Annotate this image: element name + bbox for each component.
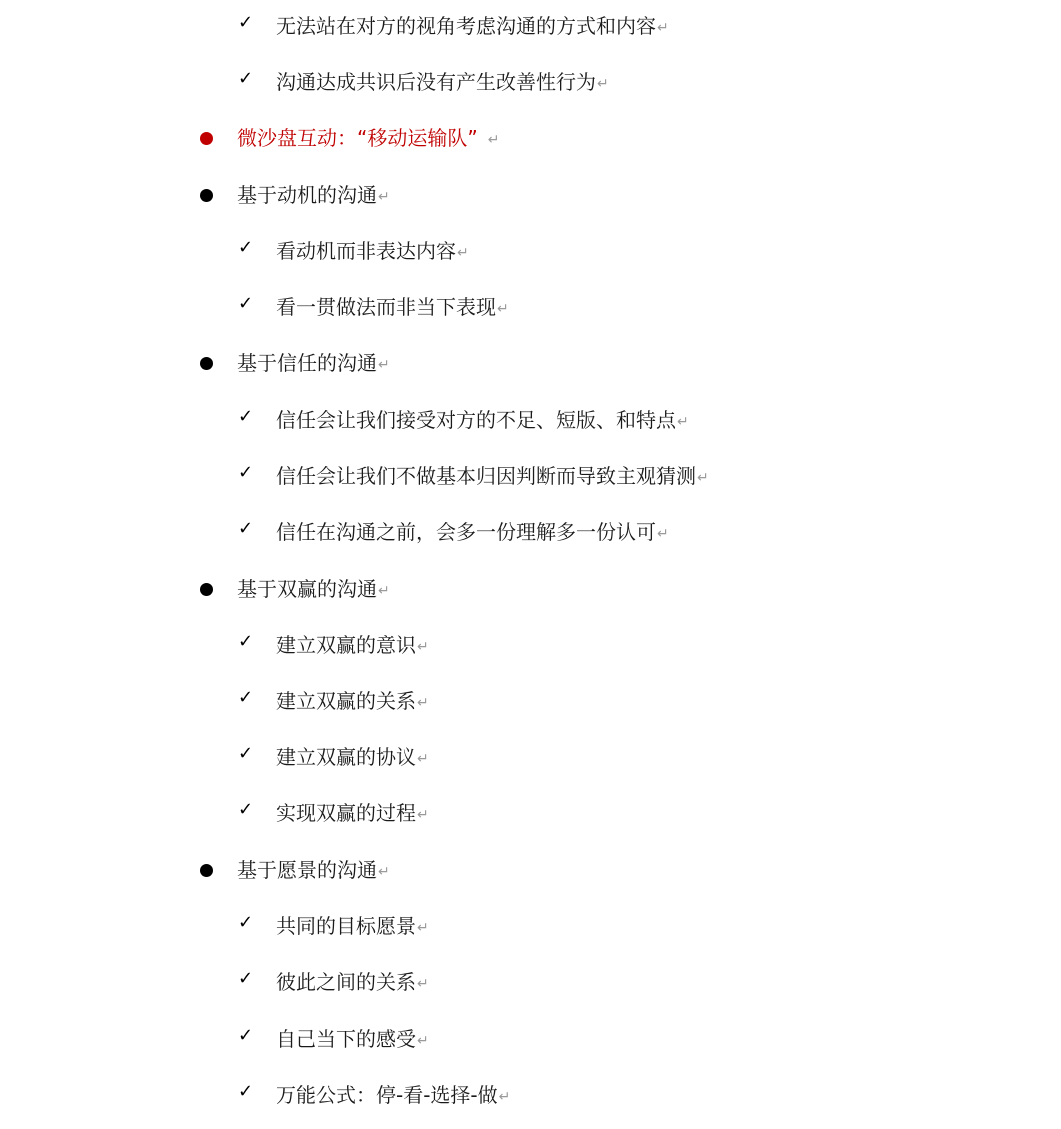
checkmark-icon: ✓ [238,237,254,258]
bullet-dot-icon [200,583,213,596]
list-item-text: 基于愿景的沟通 [237,858,377,882]
list-item-text: 基于信任的沟通 [237,351,377,375]
bullet-dot-icon [200,132,213,145]
checkmark-icon: ✓ [238,968,254,989]
list-item [200,122,499,154]
paragraph-mark-icon: ↵ [677,414,689,430]
checkmark-icon: ✓ [238,462,254,483]
list-item [238,629,429,661]
checkmark-icon: ✓ [238,687,254,708]
list-item-text: 信任会让我们接受对方的不足、短版、和特点 [276,408,676,432]
checkmark-icon: ✓ [238,799,254,820]
paragraph-mark-icon: ↵ [457,245,469,261]
list-item [238,235,469,267]
bullet-dot-icon [200,357,213,370]
list-item-text: 实现双赢的过程 [276,801,416,825]
list-item [238,741,429,773]
paragraph-mark-icon: ↵ [417,807,429,823]
paragraph-mark-icon: ↵ [487,132,500,148]
list-item-text: 看一贯做法而非当下表现 [276,295,496,319]
list-item [238,66,609,98]
checkmark-icon: ✓ [238,68,254,89]
list-item [238,1023,429,1055]
list-item-text: 共同的目标愿景 [276,914,416,938]
paragraph-mark-icon: ↵ [417,976,429,992]
checkmark-icon: ✓ [238,631,254,652]
list-item [200,573,390,605]
checkmark-icon: ✓ [238,743,254,764]
paragraph-mark-icon: ↵ [417,751,429,767]
list-item-text: 基于动机的沟通 [237,183,377,207]
list-item [238,460,709,492]
checkmark-icon: ✓ [238,912,254,933]
list-item [238,516,669,548]
checkmark-icon: ✓ [238,12,254,33]
list-item-text: 建立双赢的协议 [276,745,416,769]
list-item [238,966,429,998]
paragraph-mark-icon: ↵ [417,1033,429,1049]
list-item-text: 沟通达成共识后没有产生改善性行为 [276,70,596,94]
list-item-text: 万能公式：停-看-选择-做 [276,1083,498,1107]
list-item-text: 建立双赢的意识 [276,633,416,657]
bullet-dot-icon [200,189,213,202]
list-item [238,685,429,717]
paragraph-mark-icon: ↵ [597,76,609,92]
list-item [238,10,669,42]
paragraph-mark-icon: ↵ [417,639,429,655]
list-item-text: 基于双赢的沟通 [237,577,377,601]
paragraph-mark-icon: ↵ [697,470,709,486]
paragraph-mark-icon: ↵ [378,583,390,599]
list-item [238,1079,510,1111]
paragraph-mark-icon: ↵ [417,695,429,711]
paragraph-mark-icon: ↵ [657,20,669,36]
list-item [200,854,390,886]
list-item-text: 信任会让我们不做基本归因判断而导致主观猜测 [276,464,696,488]
paragraph-mark-icon: ↵ [378,357,390,373]
checkmark-icon: ✓ [238,293,254,314]
paragraph-mark-icon: ↵ [417,920,429,936]
bullet-dot-icon [200,864,213,877]
list-item-text: 看动机而非表达内容 [276,239,456,263]
list-item [238,291,509,323]
paragraph-mark-icon: ↵ [497,301,509,317]
checkmark-icon: ✓ [238,518,254,539]
paragraph-mark-icon: ↵ [378,189,390,205]
checkmark-icon: ✓ [238,1025,254,1046]
checkmark-icon: ✓ [238,406,254,427]
list-item-text: 建立双赢的关系 [276,689,416,713]
list-item-text: 彼此之间的关系 [276,970,416,994]
list-item-text: 信任在沟通之前，会多一份理解多一份认可 [276,520,656,544]
list-item [200,179,390,211]
list-item-text: 微沙盘互动：“移动运输队” [237,126,478,150]
list-item [238,797,429,829]
list-item [200,347,390,379]
list-item [238,910,429,942]
checkmark-icon: ✓ [238,1081,254,1102]
paragraph-mark-icon: ↵ [498,1089,511,1105]
list-item [238,404,689,436]
list-item-text: 无法站在对方的视角考虑沟通的方式和内容 [276,14,656,38]
list-item-text: 自己当下的感受 [276,1027,416,1051]
paragraph-mark-icon: ↵ [378,864,390,880]
paragraph-mark-icon: ↵ [657,526,669,542]
